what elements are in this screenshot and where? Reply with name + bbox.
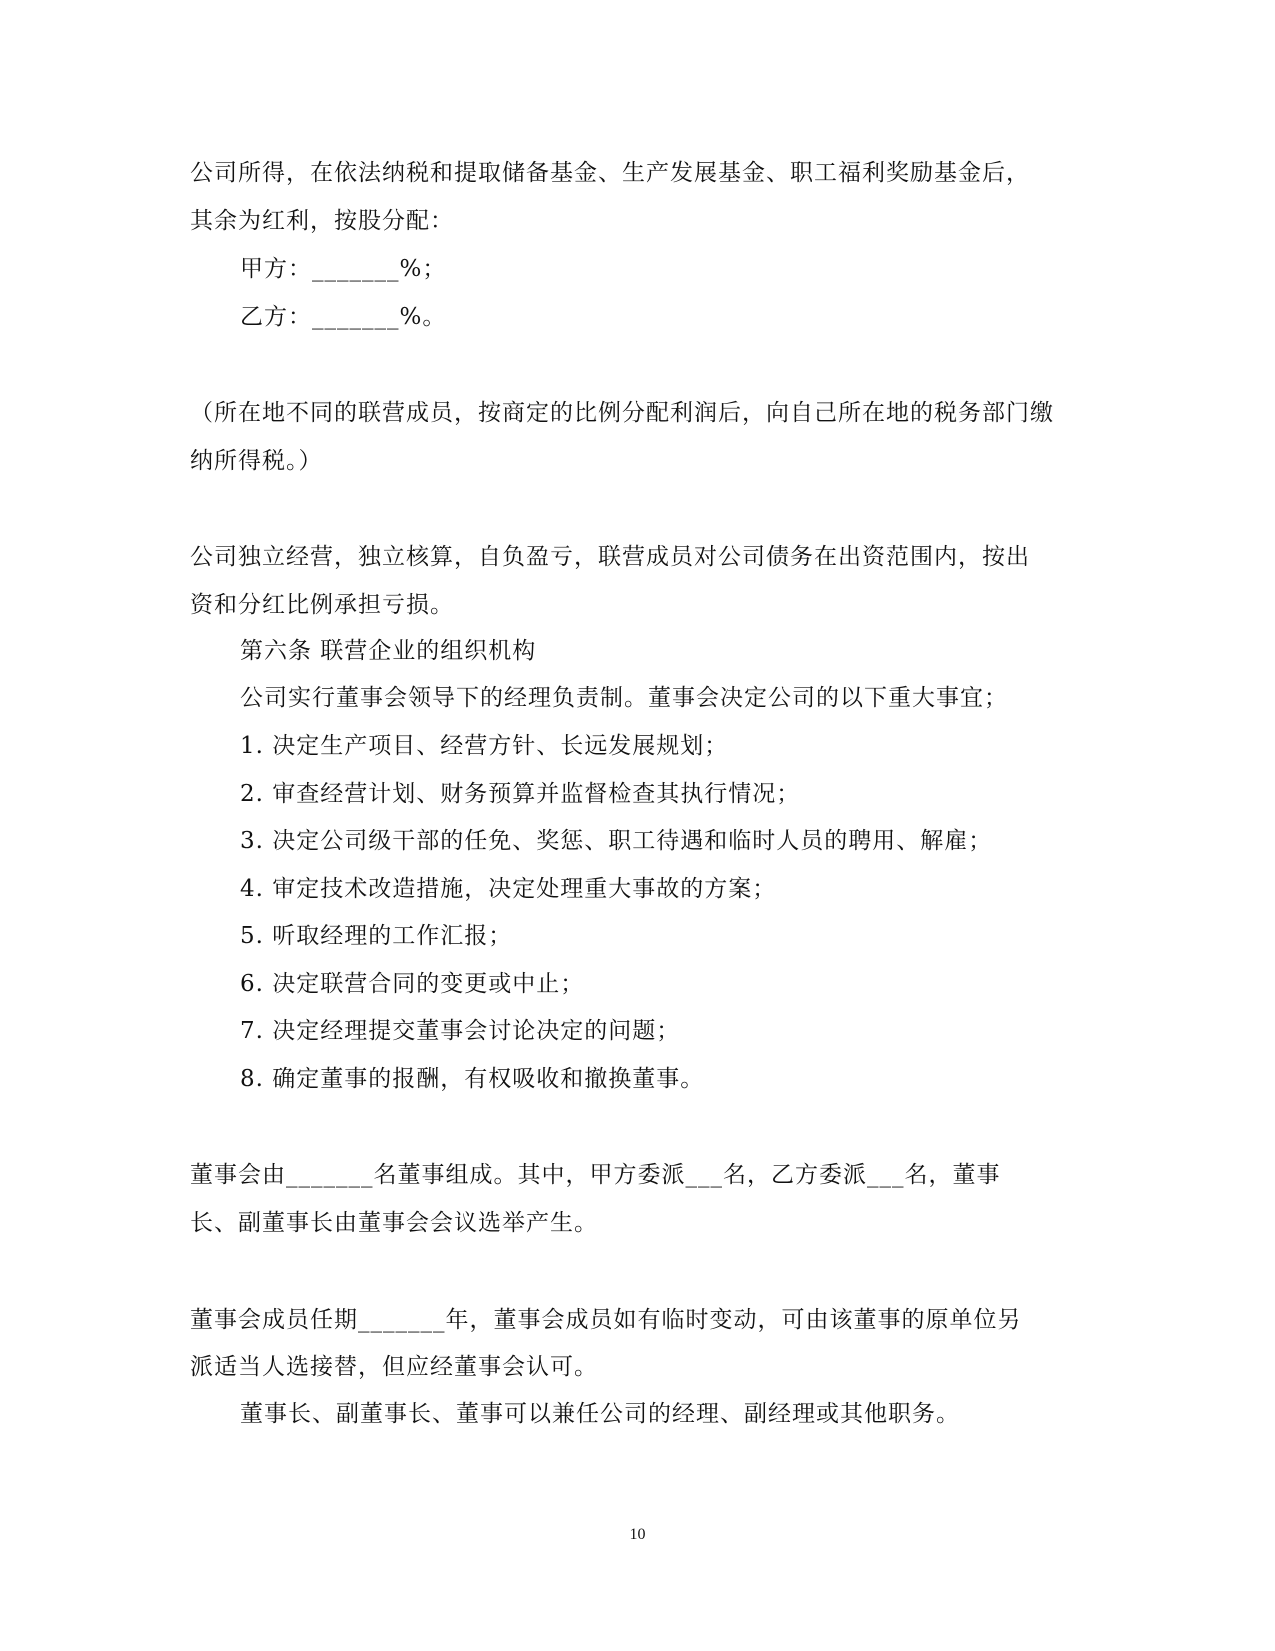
section-heading: 第六条 联营企业的组织机构 xyxy=(240,638,537,664)
list-item: 6. 决定联营合同的变更或中止； xyxy=(240,971,585,997)
page-number: 10 xyxy=(629,1526,646,1543)
text-line: 公司独立经营，独立核算，自负盈亏，联营成员对公司债务在出资范围内，按出 xyxy=(190,544,1030,570)
list-item: 1. 决定生产项目、经营方针、长远发展规划； xyxy=(240,733,729,759)
list-item: 4. 审定技术改造措施，决定处理重大事故的方案； xyxy=(240,876,777,902)
list-item: 7. 决定经理提交董事会讨论决定的问题； xyxy=(240,1018,681,1044)
list-item: 3. 决定公司级干部的任免、奖惩、职工待遇和临时人员的聘用、解雇； xyxy=(240,828,993,854)
text-line: 乙方：_______%。 xyxy=(240,304,447,330)
text-line: （所在地不同的联营成员，按商定的比例分配利润后，向自己所在地的税务部门缴 xyxy=(190,400,1054,426)
list-item: 5. 听取经理的工作汇报； xyxy=(240,923,513,949)
list-item: 2. 审查经营计划、财务预算并监督检查其执行情况； xyxy=(240,781,801,807)
text-line: 长、副董事长由董事会会议选举产生。 xyxy=(190,1210,598,1236)
text-line: 公司实行董事会领导下的经理负责制。董事会决定公司的以下重大事宜； xyxy=(240,685,1008,711)
text-line: 董事会由_______名董事组成。其中，甲方委派___名，乙方委派___名，董事 xyxy=(190,1162,1001,1188)
text-line: 公司所得，在依法纳税和提取储备基金、生产发展基金、职工福利奖励基金后， xyxy=(190,160,1030,186)
text-line: 资和分红比例承担亏损。 xyxy=(190,592,454,618)
text-line: 董事会成员任期_______年，董事会成员如有临时变动，可由该董事的原单位另 xyxy=(190,1307,1022,1333)
text-line: 纳所得税。） xyxy=(190,448,323,474)
text-line: 甲方：_______%； xyxy=(240,256,447,282)
text-line: 派适当人选接替，但应经董事会认可。 xyxy=(190,1354,598,1380)
list-item: 8. 确定董事的报酬，有权吸收和撤换董事。 xyxy=(240,1066,705,1092)
text-line: 其余为红利，按股分配： xyxy=(190,208,454,234)
text-line: 董事长、副董事长、董事可以兼任公司的经理、副经理或其他职务。 xyxy=(240,1401,960,1427)
